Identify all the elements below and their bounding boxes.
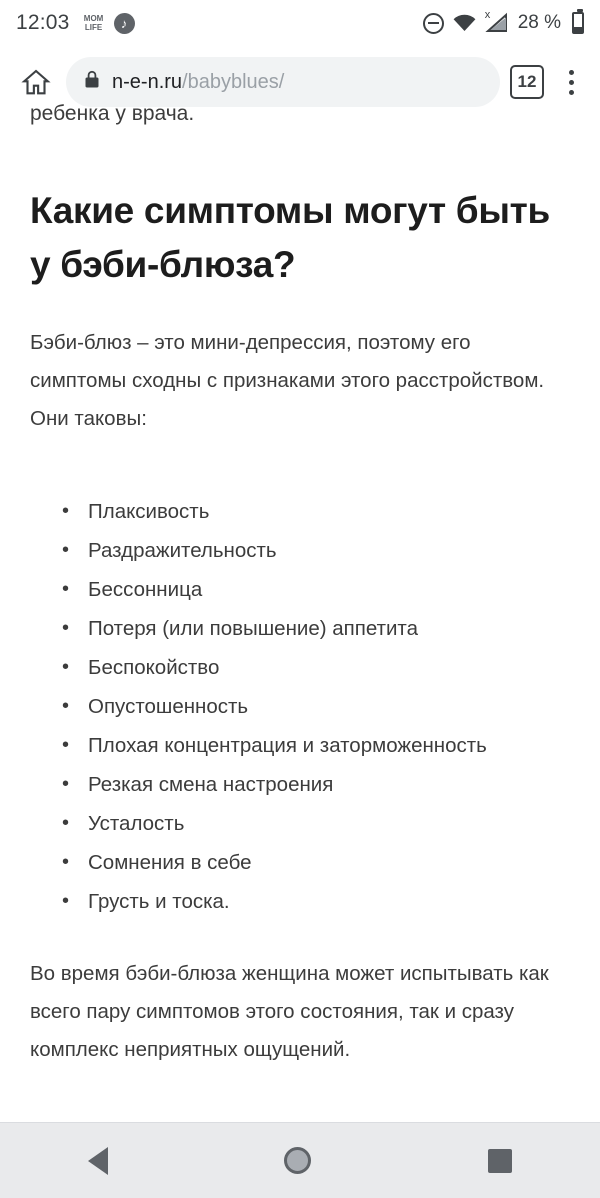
menu-dot <box>569 80 574 85</box>
menu-dot <box>569 90 574 95</box>
page-title: Какие симптомы могут быть у бэби-блюза? <box>30 190 550 285</box>
list-item: • Потеря (или повышение) аппетита <box>88 609 570 648</box>
web-page-content <box>0 102 600 1122</box>
battery-icon <box>572 12 584 34</box>
momlife-badge-icon <box>81 13 107 34</box>
list-item: • Сомнения в себе <box>88 843 570 882</box>
list-item: • Беспокойство <box>88 648 570 687</box>
clipped-previous-paragraph: ребенка у врача. <box>30 102 195 125</box>
status-bar <box>0 0 600 46</box>
list-item: • Опустошенность <box>88 687 570 726</box>
lock-icon <box>84 70 100 94</box>
status-clock: 12:03 <box>16 11 70 34</box>
system-navigation-bar <box>0 1122 600 1198</box>
momlife-badge-line2: LIFE <box>84 23 103 32</box>
list-item: • Резкая смена настроения <box>88 765 570 804</box>
url-path: /babyblues/ <box>182 70 285 93</box>
list-item: • Плаксивость <box>88 492 570 531</box>
home-circle-icon[interactable] <box>284 1147 311 1174</box>
closing-paragraph: Во время бэби-блюза женщина может испытывать как всего пару симптомов этого состояния, так и сразу комплекс неприятных ощущений. <box>30 962 549 1061</box>
intro-paragraph: Бэби-блюз – это мини-депрессия, поэтому его симптомы сходны с признаками этого расстройством. Они таковы: <box>30 331 545 430</box>
list-item: • Раздражительность <box>88 531 570 570</box>
list-item: • Грусть и тоска. <box>88 882 570 921</box>
battery-percent-label: 28 % <box>517 12 561 33</box>
momlife-badge-line1: MOM <box>83 14 104 23</box>
menu-dot <box>569 70 574 75</box>
tab-switcher-button[interactable]: 12 <box>510 65 544 99</box>
wifi-icon <box>453 14 476 32</box>
list-item: • Плохая концентрация и заторможенность <box>88 726 570 765</box>
recents-square-icon[interactable] <box>488 1149 512 1173</box>
list-item: • Усталость <box>88 804 570 843</box>
back-triangle-icon[interactable] <box>88 1147 108 1175</box>
url-host: n-e-n.ru <box>112 70 183 93</box>
signal-superscript: x <box>484 9 491 21</box>
symptom-list <box>30 492 570 921</box>
music-note-icon: ♪ <box>114 13 135 34</box>
cellular-signal-no-service-icon <box>484 9 509 33</box>
status-notification-icons <box>81 13 135 34</box>
url-text[interactable] <box>112 71 284 94</box>
do-not-disturb-icon <box>423 13 444 34</box>
battery-fill <box>574 27 582 32</box>
list-item: • Бессонница <box>88 570 570 609</box>
status-system-icons <box>423 9 584 34</box>
